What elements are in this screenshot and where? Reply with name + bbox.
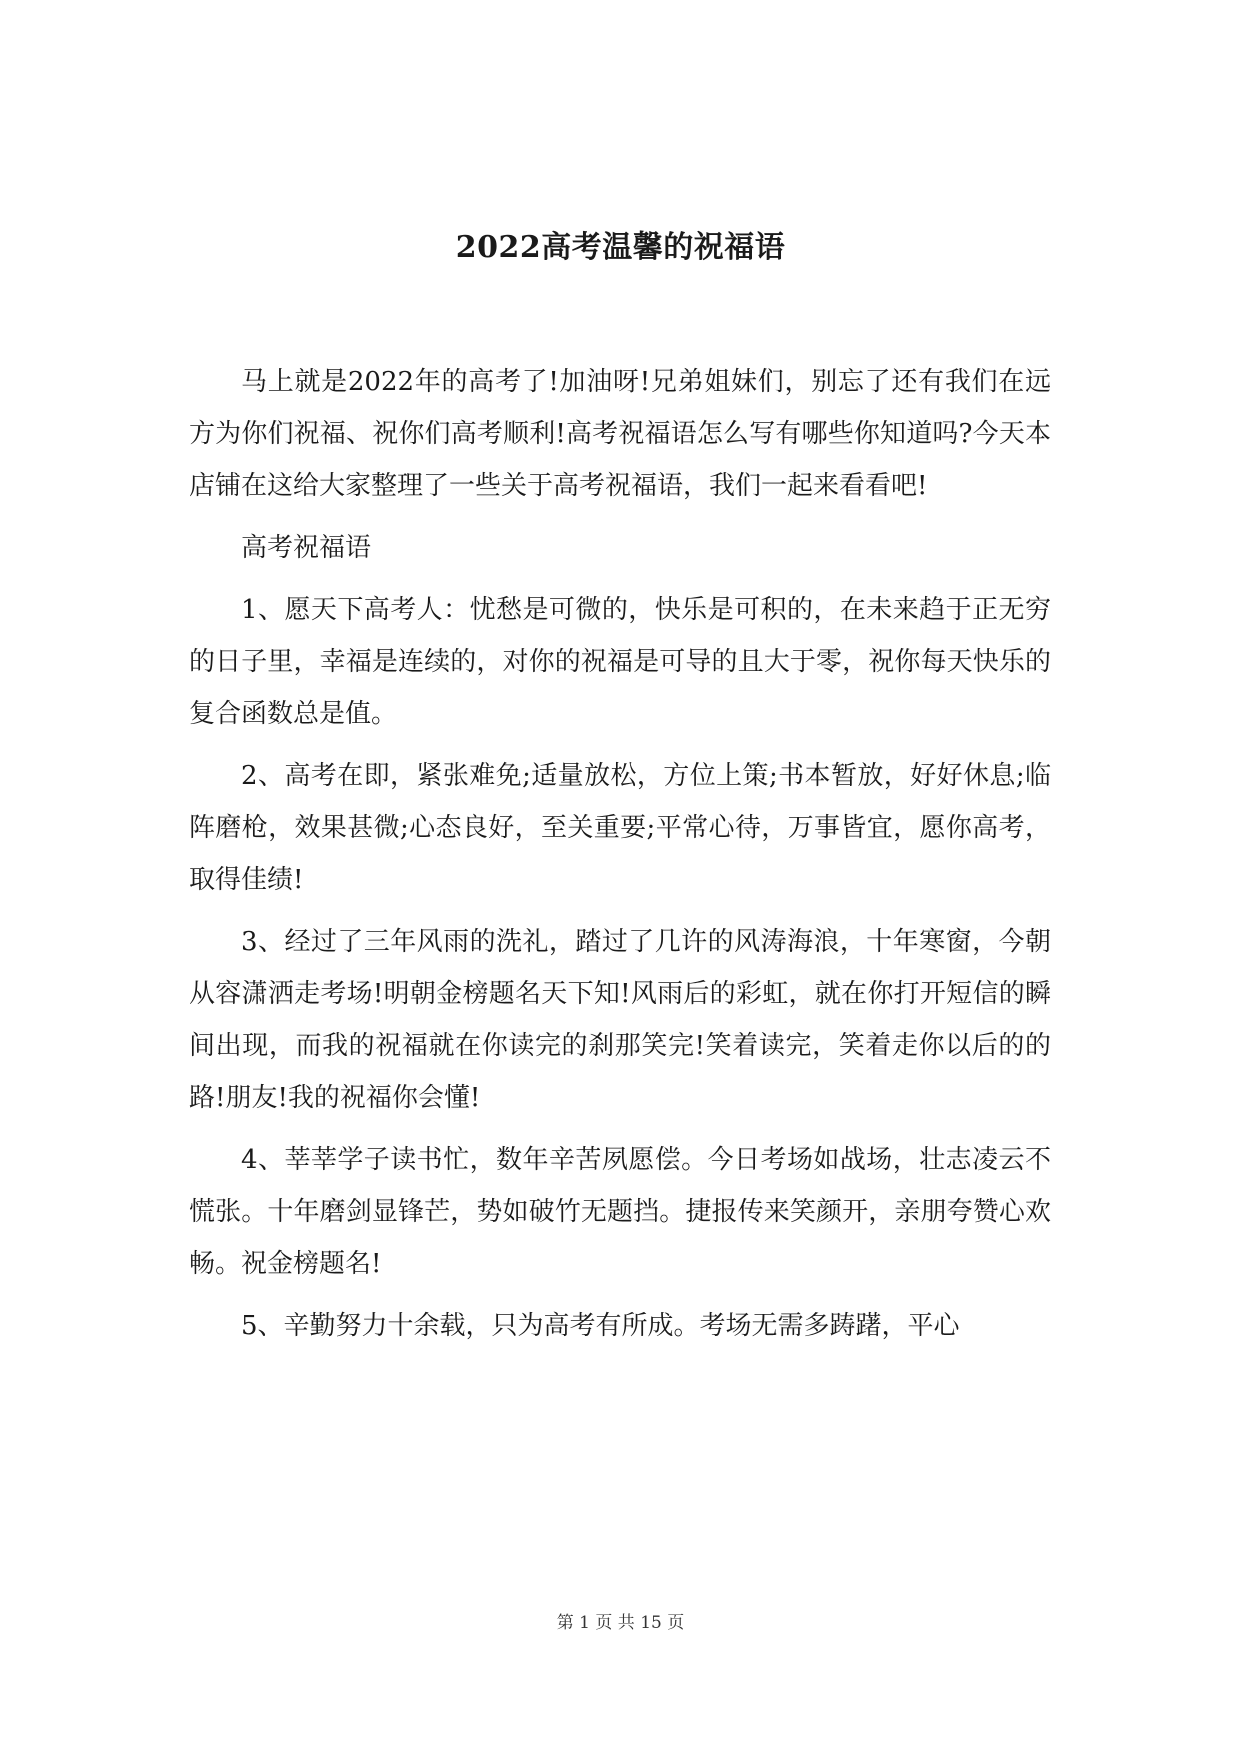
paragraph-item-3: 3、经过了三年风雨的洗礼，踏过了几许的风涛海浪，十年寒窗，今朝从容潇洒走考场!明朝金榜题名天下知!风雨后的彩虹，就在你打开短信的瞬间出现，而我的祝福就在你读完的刹那笑完!笑着读完，笑着走你以后的的路!朋友!我的祝福你会懂! — [189, 927, 1051, 1113]
document-body — [189, 356, 1051, 1362]
paragraph-item-4: 4、莘莘学子读书忙，数年辛苦夙愿偿。今日考场如战场，壮志凌云不慌张。十年磨剑显锋芒，势如破竹无题挡。捷报传来笑颜开，亲朋夸赞心欢畅。祝金榜题名! — [189, 1145, 1051, 1279]
paragraph-item-2: 2、高考在即，紧张难免;适量放松，方位上策;书本暂放，好好休息;临阵磨枪，效果甚微;心态良好，至关重要;平常心待，万事皆宜，愿你高考，取得佳绩! — [189, 761, 1051, 895]
paragraph-item-1: 1、愿天下高考人：忧愁是可微的，快乐是可积的，在未来趋于正无穷的日子里，幸福是连续的，对你的祝福是可导的且大于零，祝你每天快乐的复合函数总是值。 — [189, 595, 1051, 729]
paragraph-item-5: 5、辛勤努力十余载，只为高考有所成。考场无需多踌躇，平心 — [241, 1311, 960, 1341]
section-heading: 高考祝福语 — [241, 533, 372, 563]
document-title: 2022高考温馨的祝福语 — [455, 230, 786, 265]
page-footer: 第 1 页 共 15 页 — [556, 1613, 685, 1633]
paragraph-intro: 马上就是2022年的高考了!加油呀!兄弟姐妹们，别忘了还有我们在远方为你们祝福、祝你们高考顺利!高考祝福语怎么写有哪些你知道吗?今天本店铺在这给大家整理了一些关于高考祝福语，我们一起来看看吧! — [189, 367, 1051, 501]
